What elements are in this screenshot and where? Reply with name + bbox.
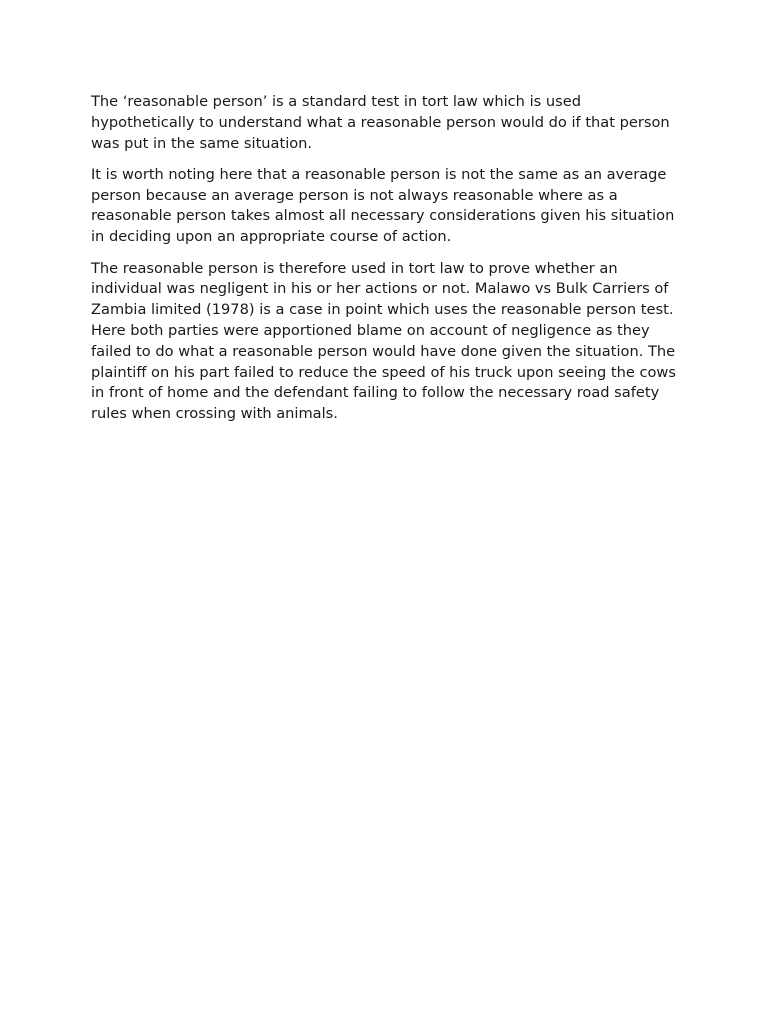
paragraph-1: The ‘reasonable person’ is a standard test in tort law which is used hypothetically to understand what a reasonable person would do if that person was put in the same situation. xyxy=(91,93,670,152)
document-body xyxy=(91,92,681,435)
paragraph-2: It is worth noting here that a reasonable person is not the same as an average person because an average person is not always reasonable where as a reasonable person takes almost all necessary considerations given his situation in deciding upon an appropriate course of action. xyxy=(91,165,675,246)
paragraph-3: The reasonable person is therefore used in tort law to prove whether an individual was negligent in his or her actions or not. Malawo vs Bulk Carriers of Zambia limited (1978) is a case in point which uses the reasonable person test. Here both parties were apportioned blame on account of negligence as they failed to do what a reasonable person would have done given the situation. The plaintiff on his part failed to reduce the speed of his truck upon seeing the cows in front of home and the defendant failing to follow the necessary road safety rules when crossing with animals. xyxy=(91,259,676,423)
